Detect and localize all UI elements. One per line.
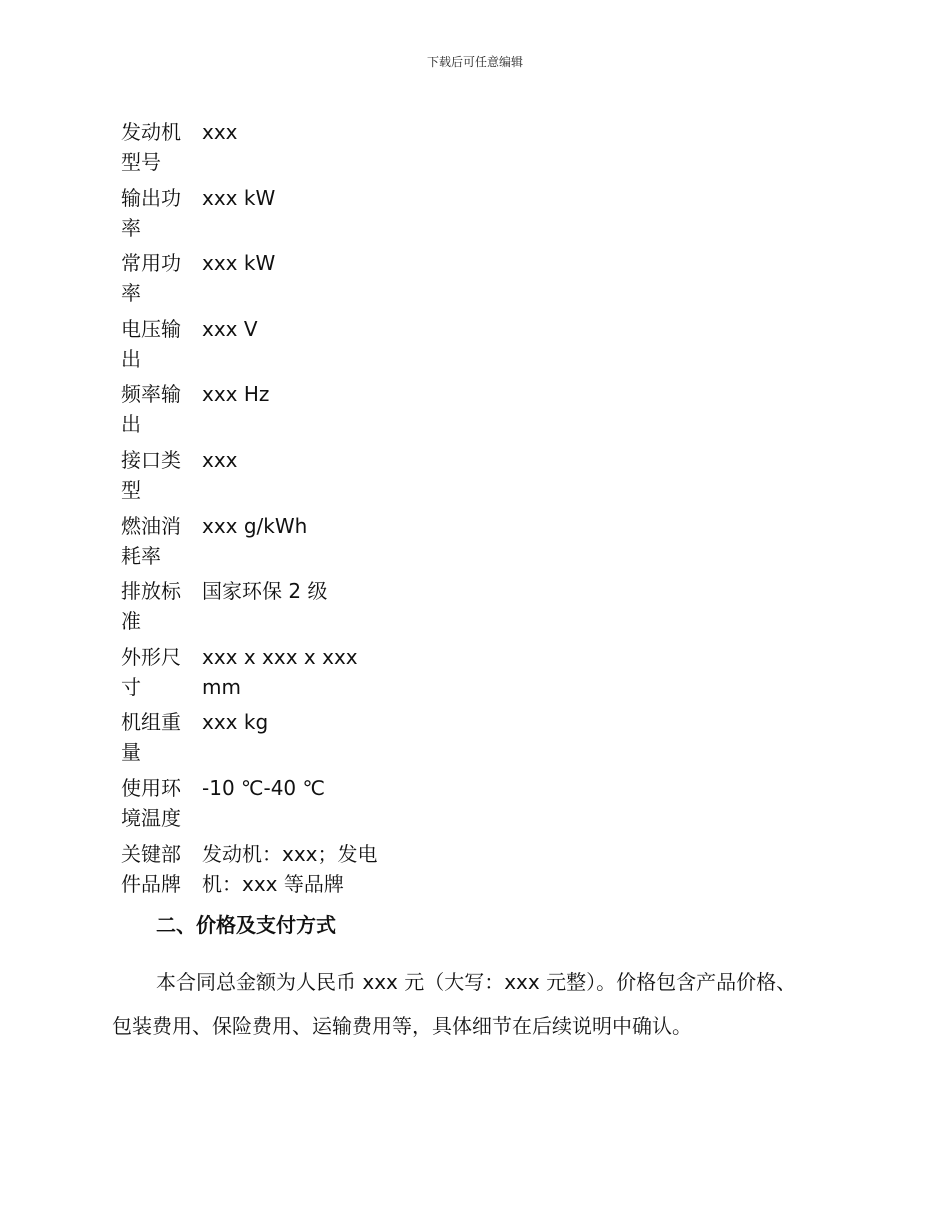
spec-value: xxx g/kWh (202, 513, 308, 538)
spec-table (112, 117, 402, 904)
table-row (112, 248, 402, 314)
spec-value: xxx kW (202, 185, 276, 210)
table-row (112, 379, 402, 445)
spec-value: xxx V (202, 316, 258, 341)
spec-value: xxx (202, 447, 238, 472)
spec-label: 使用环境温度 (121, 775, 181, 830)
body-paragraph: 本合同总金额为人民币 xxx 元（大写：xxx 元整）。价格包含产品价格、包装费用、保险费用、运输费用等，具体细节在后续说明中确认。 (112, 970, 797, 1038)
table-row (112, 576, 402, 642)
table-row (112, 445, 402, 511)
spec-label: 电压输出 (121, 316, 181, 371)
page-header: 下载后可任意编辑 (426, 55, 523, 69)
spec-value: xxx kg (202, 710, 269, 735)
table-row (112, 839, 402, 905)
spec-label: 外形尺寸 (121, 644, 181, 699)
spec-label: 燃油消耗率 (121, 513, 181, 568)
spec-label: 常用功率 (121, 251, 181, 306)
spec-label: 排放标准 (121, 579, 181, 634)
spec-value: xxx Hz (202, 382, 270, 407)
spec-label: 输出功率 (121, 185, 181, 240)
table-row (112, 707, 402, 773)
spec-label: 接口类型 (121, 447, 181, 502)
spec-value: 发动机：xxx；发电机：xxx 等品牌 (202, 841, 378, 896)
table-row (112, 642, 402, 708)
spec-value: xxx (202, 120, 238, 144)
table-row (112, 314, 402, 380)
section-heading: 二、价格及支付方式 (156, 913, 336, 937)
spec-value: 国家环保 2 级 (202, 579, 328, 604)
table-row (112, 183, 402, 249)
spec-label: 频率输出 (121, 382, 181, 437)
spec-label: 发动机型号 (121, 120, 181, 174)
spec-value: xxx kW (202, 251, 276, 276)
spec-value: -10 ℃-40 ℃ (202, 775, 325, 800)
spec-value: xxx x xxx x xxx mm (202, 644, 358, 699)
spec-label: 机组重量 (121, 710, 181, 765)
table-row (112, 773, 402, 839)
table-row (112, 117, 402, 183)
table-row (112, 511, 402, 577)
spec-label: 关键部件品牌 (121, 841, 181, 896)
